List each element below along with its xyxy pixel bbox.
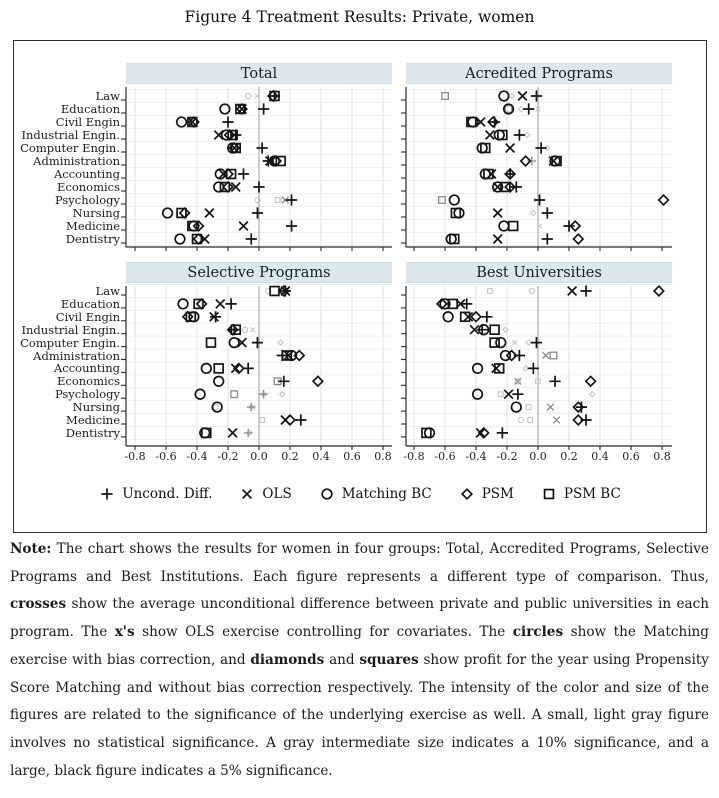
marker-x	[476, 429, 485, 438]
legend-label: Uncond. Diff.	[122, 486, 213, 502]
note-bold-term: diamonds	[250, 651, 325, 668]
marker-square	[177, 209, 186, 218]
note-bold-term: x's	[114, 624, 135, 641]
x-tick-label: -0.4	[465, 450, 487, 463]
legend-item-psm	[459, 486, 514, 502]
x-tick-label: 0.2	[281, 450, 299, 463]
marker-plus	[247, 403, 255, 411]
marker-plus	[252, 207, 263, 218]
marker-plus	[563, 220, 574, 231]
marker-plus	[259, 390, 267, 398]
marker-square	[231, 391, 238, 398]
marker-circle	[446, 234, 456, 244]
y-category-label: Nursing	[72, 400, 120, 415]
marker-x	[493, 209, 502, 218]
y-category-label: Computer Engin.	[20, 141, 120, 155]
marker-plus	[252, 337, 263, 348]
x-tick-label: 0.4	[312, 450, 330, 463]
marker-square	[509, 222, 518, 231]
y-category-label: Law	[95, 89, 120, 103]
marker-plus	[286, 220, 297, 231]
marker-square	[490, 325, 499, 334]
x-tick-label: -0.4	[186, 450, 208, 463]
marker-plus	[523, 103, 534, 114]
marker-plus	[542, 207, 553, 218]
marker-circle	[178, 299, 188, 309]
marker-plus	[528, 363, 539, 374]
marker-plus	[542, 233, 553, 244]
marker-plus	[222, 116, 233, 127]
y-category-label: Accounting	[54, 167, 120, 181]
marker-plus	[511, 181, 522, 192]
marker-x	[228, 429, 237, 438]
marker-circle	[214, 377, 224, 387]
marker-plus	[531, 90, 542, 101]
marker-diamond	[518, 106, 523, 111]
marker-circle	[260, 417, 265, 422]
panel-header-selective: Selective Programs	[126, 262, 392, 283]
panel-header-best: Best Universities	[406, 262, 672, 283]
legend-label: PSM	[481, 486, 514, 502]
y-category-label: Industrial Engin.	[21, 322, 120, 337]
marker-circle	[454, 208, 464, 218]
y-category-label: Nursing	[72, 206, 120, 220]
panel-best-universities	[401, 285, 672, 450]
marker-x	[486, 131, 495, 140]
marker-square	[498, 392, 503, 397]
panel-header-acredited: Acredited Programs	[406, 63, 672, 84]
marker-x	[493, 235, 502, 244]
marker-plus	[481, 311, 492, 322]
panel-header-total: Total	[126, 63, 392, 84]
legend-item-uncond-diff-	[99, 486, 212, 502]
marker-circle	[177, 117, 187, 127]
marker-square	[505, 106, 512, 113]
marker-plus	[531, 337, 542, 348]
marker-circle	[494, 130, 504, 140]
x-icon	[239, 486, 255, 502]
marker-plus	[226, 298, 237, 309]
figure-frame	[13, 40, 707, 533]
x-tick-label: -0.2	[217, 450, 239, 463]
marker-circle	[473, 389, 483, 399]
marker-diamond	[523, 366, 528, 371]
marker-plus	[257, 142, 268, 153]
marker-circle	[501, 351, 511, 361]
diamond-icon	[459, 486, 475, 502]
y-category-label: Education	[60, 102, 120, 116]
y-category-label: Economics	[56, 374, 120, 389]
x-tick-label: -0.6	[155, 450, 177, 463]
marker-circle	[512, 402, 522, 412]
note-bold-term: squares	[359, 651, 419, 668]
marker-x	[547, 404, 554, 411]
x-tick-label: 0.0	[250, 450, 268, 463]
marker-circle	[518, 417, 523, 422]
marker-square	[526, 405, 531, 410]
marker-plus	[286, 194, 297, 205]
marker-circle	[322, 489, 332, 499]
marker-diamond	[526, 340, 531, 345]
marker-square	[213, 405, 218, 410]
marker-x	[504, 390, 513, 399]
note-bold-term: circles	[512, 624, 564, 641]
marker-square	[528, 418, 533, 423]
marker-plus	[514, 129, 525, 140]
marker-square	[544, 490, 553, 499]
marker-diamond	[531, 210, 536, 215]
y-category-label: Medicine	[66, 413, 120, 427]
marker-square	[439, 197, 446, 204]
marker-circle	[450, 195, 460, 205]
x-tick-label: -0.8	[124, 450, 146, 463]
marker-plus	[238, 168, 249, 179]
legend-item-psm-bc	[541, 486, 621, 502]
marker-square	[214, 364, 223, 373]
note-text: show profit for the year using Propensity Score Matching and without bias correction respectively. The intensity of the color and size of the figures are related to the significance of the underlying exercise as well. A small, light gray figure involves no statistical significance. A gray intermediate size indicates a 10% significance, and a large, black figure indicates a 5% significance.	[10, 651, 709, 779]
marker-plus	[295, 414, 306, 425]
x-tick-label: 0.0	[529, 450, 547, 463]
y-category-label: Economics	[56, 180, 120, 194]
plus-icon	[99, 486, 115, 502]
note-text: and	[324, 651, 360, 668]
y-category-label: Dentistry	[65, 232, 120, 246]
x-tick-label: 0.8	[653, 450, 671, 463]
marker-x	[239, 222, 248, 231]
x-tick-label: 0.6	[622, 450, 640, 463]
marker-circle	[529, 288, 534, 293]
marker-plus	[244, 429, 252, 437]
marker-square	[194, 299, 203, 308]
marker-diamond	[659, 195, 669, 205]
y-category-label: Civil Engin	[55, 309, 120, 324]
marker-plus	[258, 103, 269, 114]
panel-total	[121, 87, 392, 251]
legend	[14, 481, 706, 507]
marker-plus	[461, 298, 472, 309]
x-tick-label: -0.2	[496, 450, 518, 463]
marker-square	[207, 338, 216, 347]
marker-plus	[210, 311, 221, 322]
marker-diamond	[197, 299, 207, 309]
marker-circle	[175, 234, 185, 244]
y-category-label: Accounting	[54, 361, 120, 376]
marker-plus	[497, 427, 508, 438]
marker-x	[250, 327, 255, 332]
marker-diamond	[590, 392, 595, 397]
marker-circle	[229, 338, 239, 348]
y-category-label: Law	[95, 284, 120, 298]
note-text: show OLS exercise controlling for covariates. The	[134, 624, 513, 641]
marker-plus	[253, 181, 264, 192]
marker-plus	[534, 194, 545, 205]
marker-diamond	[180, 208, 190, 218]
marker-plus	[536, 142, 547, 153]
panel-acredited-programs	[401, 87, 672, 251]
marker-diamond	[462, 489, 472, 499]
note-bold-term: Note:	[10, 541, 52, 557]
y-category-label: Medicine	[66, 219, 120, 233]
marker-plus	[549, 376, 560, 387]
marker-x	[542, 352, 549, 359]
x-tick-label: 0.4	[591, 450, 609, 463]
marker-plus	[246, 233, 257, 244]
square-icon	[541, 486, 557, 502]
marker-circle	[163, 208, 173, 218]
marker-diamond	[586, 377, 596, 387]
figure-note	[10, 536, 709, 785]
y-category-label: Psychology	[54, 387, 120, 402]
y-category-label: Civil Engin	[55, 115, 120, 129]
marker-circle	[212, 402, 222, 412]
x-tick-label: 0.8	[374, 450, 392, 463]
x-tick-label: 0.6	[343, 450, 361, 463]
marker-plus	[512, 389, 523, 400]
marker-square	[488, 289, 493, 294]
y-category-label: Psychology	[54, 193, 120, 207]
marker-x	[512, 340, 517, 345]
figure-title: Figure 4 Treatment Results: Private, women	[184, 8, 535, 26]
x-tick-label: -0.6	[434, 450, 456, 463]
marker-x	[216, 300, 225, 309]
marker-diamond	[280, 392, 285, 397]
marker-plus	[580, 285, 591, 296]
marker-circle	[481, 169, 491, 179]
y-category-label: Administration	[33, 348, 120, 363]
panel-selective-programs	[121, 285, 392, 450]
y-category-label: Dentistry	[65, 425, 120, 440]
marker-x	[553, 417, 560, 424]
circle-icon	[319, 486, 335, 502]
marker-circle	[425, 428, 435, 438]
legend-item-matching-bc	[319, 486, 432, 502]
marker-x	[518, 92, 527, 101]
marker-square	[550, 352, 557, 359]
marker-x	[231, 364, 240, 373]
marker-plus	[528, 157, 536, 165]
x-tick-label: 0.2	[560, 450, 578, 463]
marker-circle	[202, 364, 212, 374]
note-text: show the average unconditional difference between private and public universities in each program. The	[10, 596, 709, 641]
y-category-label: Industrial Engin.	[21, 128, 120, 142]
note-text: The chart shows the results for women in four groups: Total, Accredited Programs, Selective Programs and Best Institutions. Each figure represents a different type of comparison. Thus,	[10, 541, 709, 585]
marker-x	[243, 490, 252, 499]
note-text: show the Matching exercise with bias correction, and	[10, 624, 710, 668]
y-category-label: Education	[60, 296, 120, 311]
marker-circle	[477, 143, 487, 153]
x-tick-label: -0.8	[403, 450, 425, 463]
y-category-label: Computer Engin.	[20, 335, 120, 350]
marker-diamond	[525, 132, 530, 137]
y-category-label: Administration	[33, 154, 120, 168]
marker-x	[205, 209, 214, 218]
marker-circle	[496, 338, 506, 348]
marker-circle	[473, 364, 483, 374]
marker-diamond	[509, 93, 514, 98]
legend-label: OLS	[262, 486, 292, 502]
marker-diamond	[574, 234, 584, 244]
legend-label: Matching BC	[341, 486, 432, 502]
marker-x	[492, 364, 501, 373]
marker-circle	[246, 93, 251, 98]
marker-circle	[242, 327, 247, 332]
marker-plus	[102, 488, 113, 499]
note-bold-term: crosses	[10, 596, 67, 613]
legend-label: PSM BC	[563, 486, 621, 502]
legend-item-ols	[239, 486, 291, 502]
marker-diamond	[278, 340, 283, 345]
